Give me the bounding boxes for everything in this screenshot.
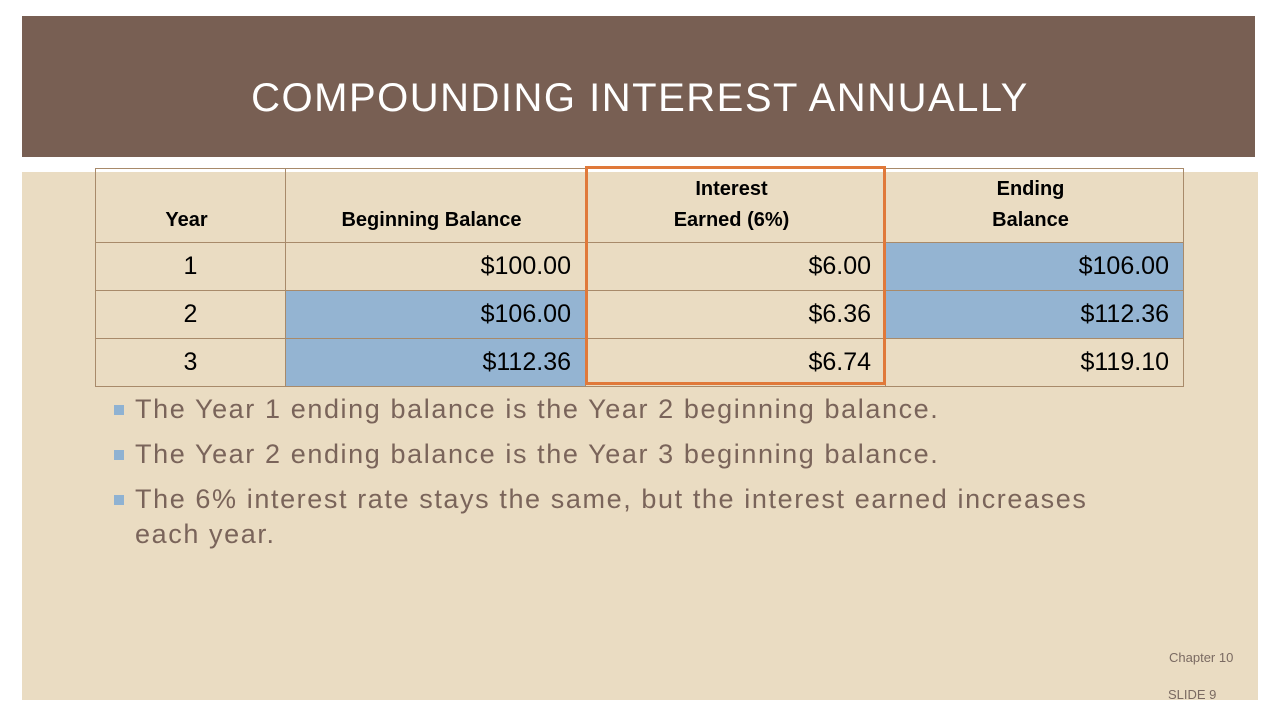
header-ending-balance: Ending Balance [886, 169, 1184, 243]
cell-interest-earned: $6.00 [586, 243, 886, 291]
bullet-square-icon [114, 450, 124, 460]
cell-year: 2 [96, 291, 286, 339]
cell-ending-balance: $112.36 [886, 291, 1184, 339]
header-year: Year [96, 169, 286, 243]
footer-chapter: Chapter 10 [1169, 650, 1234, 665]
table-row [96, 243, 1184, 291]
slide-title: COMPOUNDING INTEREST ANNUALLY [251, 76, 1029, 120]
interest-table [95, 168, 1184, 387]
header-beginning-balance: Beginning Balance [286, 169, 586, 243]
bullet-square-icon [114, 405, 124, 415]
header-interest-earned: Interest Earned (6%) [586, 169, 886, 243]
cell-year: 1 [96, 243, 286, 291]
cell-ending-balance: $106.00 [886, 243, 1184, 291]
table-row [96, 291, 1184, 339]
bullet-item: The 6% interest rate stays the same, but the interest earned increases each year. [110, 482, 1130, 552]
cell-beginning-balance: $100.00 [286, 243, 586, 291]
table-row [96, 339, 1184, 387]
cell-beginning-balance: $106.00 [286, 291, 586, 339]
bullet-list [110, 392, 1130, 562]
cell-interest-earned: $6.36 [586, 291, 886, 339]
cell-beginning-balance: $112.36 [286, 339, 586, 387]
footer-slide-number: SLIDE 9 [1168, 687, 1217, 702]
bullet-item: The Year 2 ending balance is the Year 3 beginning balance. [110, 437, 1130, 472]
bullet-item: The Year 1 ending balance is the Year 2 beginning balance. [110, 392, 1130, 427]
table-header-row [96, 169, 1184, 243]
cell-ending-balance: $119.10 [886, 339, 1184, 387]
cell-interest-earned: $6.74 [586, 339, 886, 387]
bullet-square-icon [114, 495, 124, 505]
cell-year: 3 [96, 339, 286, 387]
